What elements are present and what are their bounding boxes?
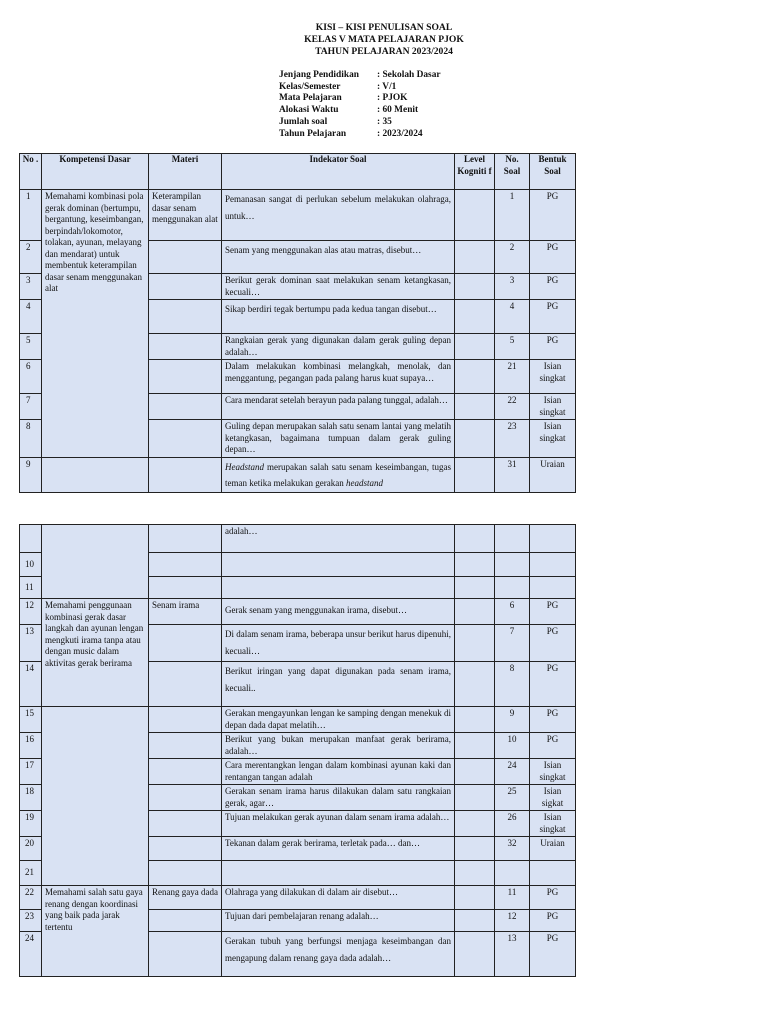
indikator-cell: Tujuan melakukan gerak ayunan dalam senam irama adalah…	[222, 811, 455, 837]
question-type: Isian sigkat	[530, 785, 576, 811]
row-number: 13	[20, 625, 42, 662]
level-cell	[455, 300, 495, 334]
indikator-cell: Gerakan senam irama harus dilakukan dalam satu rangkaian gerak, agar…	[222, 785, 455, 811]
indikator-cell: Berikut gerak dominan saat melakukan senam ketangkasan, kecuali…	[222, 274, 455, 300]
level-cell	[455, 707, 495, 733]
question-number	[495, 553, 530, 577]
meta-value: : 60 Menit	[377, 105, 419, 116]
level-cell	[455, 274, 495, 300]
row-number: 8	[20, 420, 42, 458]
question-type: PG	[530, 886, 576, 910]
level-cell	[455, 334, 495, 360]
row-number: 5	[20, 334, 42, 360]
level-cell	[455, 886, 495, 910]
col-header-nosoal: No. Soal	[495, 154, 530, 190]
row-number: 2	[20, 241, 42, 274]
question-number: 23	[495, 420, 530, 458]
question-type: Uraian	[530, 837, 576, 861]
question-type	[530, 861, 576, 886]
table-row	[20, 707, 576, 733]
question-number: 4	[495, 300, 530, 334]
materi-cell	[149, 733, 222, 759]
materi-cell	[149, 811, 222, 837]
indikator-cell: Gerakan mengayunkan lengan ke samping dengan menekuk di depan dada dapat melatih…	[222, 707, 455, 733]
level-cell	[455, 599, 495, 625]
row-number: 18	[20, 785, 42, 811]
level-cell	[455, 932, 495, 977]
row-number: 3	[20, 274, 42, 300]
question-number: 10	[495, 733, 530, 759]
question-type	[530, 553, 576, 577]
col-header-indikator: Indekator Soal	[222, 154, 455, 190]
indikator-cell	[222, 553, 455, 577]
materi-cell	[149, 662, 222, 707]
row-number	[20, 525, 42, 553]
kompetensi-cell	[42, 457, 149, 492]
question-type: PG	[530, 334, 576, 360]
row-number: 10	[20, 553, 42, 577]
indikator-emphasis: headstand	[345, 477, 383, 488]
indikator-cell	[222, 457, 455, 492]
materi-cell	[149, 785, 222, 811]
materi-cell	[149, 457, 222, 492]
identity-block	[279, 70, 441, 140]
question-number: 24	[495, 759, 530, 785]
row-number: 11	[20, 577, 42, 599]
indikator-cell: Tekanan dalam gerak berirama, terletak pada… dan…	[222, 837, 455, 861]
indikator-cell	[222, 577, 455, 599]
materi-cell	[149, 932, 222, 977]
question-type: PG	[530, 190, 576, 241]
question-number: 32	[495, 837, 530, 861]
row-number: 19	[20, 811, 42, 837]
materi-cell	[149, 759, 222, 785]
question-number: 25	[495, 785, 530, 811]
row-number: 24	[20, 932, 42, 977]
table-row	[20, 599, 576, 625]
kompetensi-cell	[42, 525, 149, 599]
doc-title: KISI – KISI PENULISAN SOAL	[315, 22, 453, 33]
indikator-cell: Di dalam senam irama, beberapa unsur berikut harus dipenuhi, kecuali…	[222, 625, 455, 662]
indikator-cell: adalah…	[222, 525, 455, 553]
meta-row	[279, 117, 441, 129]
meta-row	[279, 105, 441, 117]
indikator-cell: Olahraga yang dilakukan di dalam air disebut…	[222, 886, 455, 910]
table-row	[20, 190, 576, 241]
question-type: Isian singkat	[530, 759, 576, 785]
question-number: 8	[495, 662, 530, 707]
question-type: PG	[530, 274, 576, 300]
row-number: 1	[20, 190, 42, 241]
indikator-cell	[222, 861, 455, 886]
row-number: 23	[20, 910, 42, 932]
level-cell	[455, 360, 495, 394]
level-cell	[455, 811, 495, 837]
indikator-text: merupakan salah satu senam keseimbangan, tugas teman ketika melakukan gerakan	[225, 461, 451, 488]
question-type: PG	[530, 662, 576, 707]
question-number: 11	[495, 886, 530, 910]
level-cell	[455, 910, 495, 932]
question-number	[495, 861, 530, 886]
row-number: 21	[20, 861, 42, 886]
meta-label: Alokasi Waktu	[279, 105, 339, 116]
materi-cell	[149, 910, 222, 932]
level-cell	[455, 457, 495, 492]
indikator-cell: Senam yang menggunakan alas atau matras, disebut…	[222, 241, 455, 274]
row-number: 6	[20, 360, 42, 394]
question-type	[530, 525, 576, 553]
row-number: 9	[20, 457, 42, 492]
meta-row	[279, 129, 441, 141]
row-number: 7	[20, 394, 42, 420]
kompetensi-cell: Memahami kombinasi pola gerak dominan (bertumpu, bergantung, keseimbangan, berpindah/lokomotor, tolakan, ayunan, melayang dan mendarat) untuk membentuk keterampilan dasar senam menggunakan alat	[42, 190, 149, 458]
level-cell	[455, 625, 495, 662]
meta-row	[279, 70, 441, 82]
question-type: PG	[530, 707, 576, 733]
col-header-bentuk: Bentuk Soal	[530, 154, 576, 190]
col-header-kompetensi: Kompetensi Dasar	[42, 154, 149, 190]
row-number: 22	[20, 886, 42, 910]
materi-cell	[149, 274, 222, 300]
level-cell	[455, 241, 495, 274]
row-number: 14	[20, 662, 42, 707]
indikator-cell: Berikut iringan yang dapat digunakan pada senam irama, kecuali..	[222, 662, 455, 707]
indikator-cell: Cara merentangkan lengan dalam kombinasi ayunan kaki dan rentangan tangan adalah	[222, 759, 455, 785]
kompetensi-cell	[42, 707, 149, 886]
materi-cell	[149, 553, 222, 577]
meta-value: : 35	[377, 116, 392, 127]
question-number: 13	[495, 932, 530, 977]
kompetensi-cell: Memahami penggunaan kombinasi gerak dasar langkah dan ayunan lengan mengkuti irama tanpa atau dengan music dalam aktivitas gerak berirama	[42, 599, 149, 707]
question-type: PG	[530, 910, 576, 932]
question-type: PG	[530, 932, 576, 977]
row-number: 16	[20, 733, 42, 759]
question-number: 22	[495, 394, 530, 420]
question-number: 5	[495, 334, 530, 360]
question-number: 1	[495, 190, 530, 241]
meta-label: Tahun Pelajaran	[279, 128, 347, 139]
indikator-cell: Dalam melakukan kombinasi melangkah, menolak, dan menggantung, pegangan pada palang harus kuat supaya…	[222, 360, 455, 394]
kisi-table-page1	[19, 153, 576, 493]
materi-cell	[149, 241, 222, 274]
materi-cell	[149, 625, 222, 662]
question-number	[495, 525, 530, 553]
level-cell	[455, 759, 495, 785]
level-cell	[455, 577, 495, 599]
materi-cell	[149, 837, 222, 861]
question-type: Isian singkat	[530, 360, 576, 394]
materi-cell	[149, 360, 222, 394]
meta-value: : V/1	[377, 81, 397, 92]
col-header-materi: Materi	[149, 154, 222, 190]
question-number: 3	[495, 274, 530, 300]
meta-value: : Sekolah Dasar	[377, 70, 441, 80]
question-type: PG	[530, 599, 576, 625]
indikator-cell: Gerak senam yang menggunakan irama, disebut…	[222, 599, 455, 625]
level-cell	[455, 420, 495, 458]
level-cell	[455, 662, 495, 707]
level-cell	[455, 394, 495, 420]
materi-cell	[149, 334, 222, 360]
level-cell	[455, 785, 495, 811]
row-number: 15	[20, 707, 42, 733]
question-type: PG	[530, 733, 576, 759]
indikator-cell: Tujuan dari pembelajaran renang adalah…	[222, 910, 455, 932]
meta-row	[279, 82, 441, 94]
meta-value: : PJOK	[377, 93, 408, 104]
row-number: 12	[20, 599, 42, 625]
level-cell	[455, 553, 495, 577]
question-type: PG	[530, 300, 576, 334]
question-number: 12	[495, 910, 530, 932]
col-header-no: No .	[20, 154, 42, 190]
level-cell	[455, 837, 495, 861]
materi-cell	[149, 861, 222, 886]
doc-subtitle: KELAS V MATA PELAJARAN PJOK	[304, 34, 464, 45]
question-number: 2	[495, 241, 530, 274]
materi-cell: Senam irama	[149, 599, 222, 625]
materi-cell	[149, 420, 222, 458]
question-number: 7	[495, 625, 530, 662]
indikator-cell: Guling depan merupakan salah satu senam lantai yang melatih ketangkasan, bagaimana tumpuan dalam gerak guling depan…	[222, 420, 455, 458]
question-number: 6	[495, 599, 530, 625]
indikator-cell: Berikut yang bukan merupakan manfaat gerak berirama, adalah…	[222, 733, 455, 759]
meta-row	[279, 93, 441, 105]
level-cell	[455, 733, 495, 759]
question-number: 9	[495, 707, 530, 733]
col-header-level: Level Kogniti f	[455, 154, 495, 190]
indikator-cell: Rangkaian gerak yang digunakan dalam gerak guling depan adalah…	[222, 334, 455, 360]
table-header-row	[20, 154, 576, 190]
kisi-table-page2	[19, 524, 576, 977]
question-type: Isian singkat	[530, 811, 576, 837]
indikator-cell: Gerakan tubuh yang berfungsi menjaga keseimbangan dan mengapung dalam renang gaya dada adalah…	[222, 932, 455, 977]
meta-label: Jumlah soal	[279, 116, 328, 127]
table-row	[20, 457, 576, 492]
materi-cell	[149, 577, 222, 599]
question-type: PG	[530, 241, 576, 274]
level-cell	[455, 861, 495, 886]
indikator-cell: Pemanasan sangat di perlukan sebelum melakukan olahraga, untuk…	[222, 190, 455, 241]
question-type	[530, 577, 576, 599]
meta-label: Jenjang Pendidikan	[279, 70, 359, 80]
level-cell	[455, 525, 495, 553]
question-number: 26	[495, 811, 530, 837]
question-number: 31	[495, 457, 530, 492]
materi-cell	[149, 707, 222, 733]
meta-label: Mata Pelajaran	[279, 93, 342, 104]
materi-cell: Renang gaya dada	[149, 886, 222, 910]
materi-cell: Keterampilan dasar senam menggunakan alat	[149, 190, 222, 241]
indikator-emphasis: Headstand	[225, 461, 264, 472]
meta-value: : 2023/2024	[377, 128, 423, 139]
row-number: 20	[20, 837, 42, 861]
row-number: 4	[20, 300, 42, 334]
materi-cell	[149, 525, 222, 553]
table-row	[20, 886, 576, 910]
question-number	[495, 577, 530, 599]
question-type: PG	[530, 625, 576, 662]
row-number: 17	[20, 759, 42, 785]
question-type: Uraian	[530, 457, 576, 492]
indikator-cell: Sikap berdiri tegak bertumpu pada kedua tangan disebut…	[222, 300, 455, 334]
doc-year: TAHUN PELAJARAN 2023/2024	[315, 46, 453, 57]
materi-cell	[149, 394, 222, 420]
question-number: 21	[495, 360, 530, 394]
materi-cell	[149, 300, 222, 334]
question-type: Isian singkat	[530, 420, 576, 458]
kompetensi-cell: Memahami salah satu gaya renang dengan koordinasi yang baik pada jarak tertentu	[42, 886, 149, 977]
indikator-cell: Cara mendarat setelah berayun pada palang tunggal, adalah…	[222, 394, 455, 420]
level-cell	[455, 190, 495, 241]
question-type: Isian singkat	[530, 394, 576, 420]
meta-label: Kelas/Semester	[279, 81, 341, 92]
table-row	[20, 525, 576, 553]
